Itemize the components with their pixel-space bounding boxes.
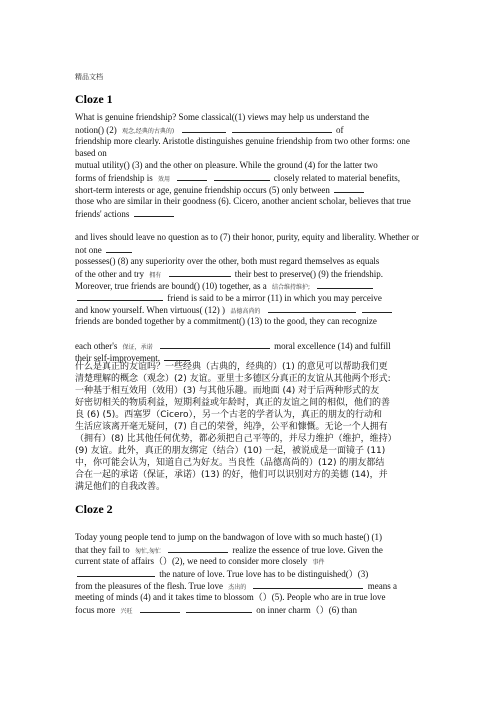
cloze2-line: meeting of minds (4) and it takes time to blossom（）(5). People who are in true love	[75, 592, 386, 602]
cloze1-gloss: 拥有	[149, 272, 162, 279]
cloze1-gloss: 品德高尚的	[230, 308, 261, 315]
answer-blank[interactable]	[77, 291, 163, 301]
cloze1-text: of	[336, 125, 344, 135]
translation-line: (9) 友谊。此外，真正的朋友绑定（结合）(10) 一起，被说成是一面镜子 (11)	[75, 446, 386, 456]
answer-blank[interactable]	[334, 183, 364, 193]
cloze2-gloss: 杰出的	[228, 584, 247, 591]
answer-blank[interactable]	[268, 303, 356, 313]
answer-blank[interactable]	[160, 339, 270, 349]
cloze1-gloss: 结合维持维护;	[271, 284, 310, 291]
cloze1-text: Moreover, true friends are bound() (10) together, as a	[75, 281, 267, 291]
cloze1-text: their self-improvement.	[75, 353, 160, 363]
answer-blank[interactable]	[177, 171, 207, 181]
cloze1-text: and know yourself. When virtuous( (12) )	[75, 305, 226, 315]
translation-line: 一种基于相互效用（效用）(3) 与其他乐趣。而地面 (4) 对于后两种形式的友	[75, 386, 380, 396]
cloze1-text: forms of friendship is	[75, 173, 153, 183]
cloze1-text: closely related to material benefits,	[273, 173, 400, 183]
cloze1-line: What is genuine friendship? Some classical((1) views may help us understand the	[75, 112, 370, 122]
translation-line: 生活应该离开毫无疑问，(7) 自己的荣誉，纯净，公平和慷慨。无论一个人拥有	[75, 422, 388, 432]
cloze2-gloss: 匆忙,匆忙	[134, 548, 161, 555]
translation-line: （拥有）(8) 比其他任何优势，都必须把自己平等的，并尽力维护（维护，维持）	[75, 434, 397, 444]
cloze1-gloss: 观念,经典的古典的)	[122, 128, 175, 135]
cloze2-text: current state of affairs（）(2), we need to consider more closely	[75, 556, 308, 566]
cloze1-gloss: 保证，承诺	[122, 344, 153, 351]
cloze1-text: each other's	[75, 341, 118, 351]
translation-line: 清楚理解的概念（观念）(2) 友谊。亚里士多德区分真正的友谊从其他两个形式:	[75, 374, 391, 384]
cloze2-title: Cloze 2	[75, 502, 113, 516]
cloze2-text: that they fail to	[75, 545, 130, 555]
answer-blank[interactable]	[232, 123, 332, 133]
translation-line: 中，你可能会认为，知道自己为好友。当良性（品德高尚的）(12) 的朋友都结	[75, 458, 385, 468]
answer-blank[interactable]	[77, 567, 155, 577]
cloze2-text: on inner charm（）(6) than	[256, 605, 357, 615]
cloze1-line: friendship more clearly. Aristotle distinguishes genuine friendship from two other forms: one based on	[75, 136, 410, 158]
cloze1-line: friends are bonded together by a commitment() (13) to the good, they can recognize	[75, 316, 377, 326]
cloze1-text: their best to preserve() (9) the friendship.	[234, 269, 383, 279]
cloze1-line	[75, 195, 425, 220]
cloze1-text: those who are similar in their goodness (6). Cicero, another ancient scholar, believes that true friends' actions	[75, 196, 411, 219]
answer-blank[interactable]	[253, 579, 363, 589]
cloze2-gloss: 事件	[312, 559, 325, 566]
answer-blank[interactable]	[169, 267, 231, 277]
cloze1-line: possesses() (8) any superiority over the other, both must regard themselves as equals	[75, 256, 380, 266]
answer-blank[interactable]	[214, 171, 270, 181]
cloze1-gloss: 效用	[158, 176, 171, 183]
cloze1-text: moral excellence (14) and fulfill	[274, 341, 391, 351]
cloze1-line	[75, 231, 425, 256]
answer-blank[interactable]	[134, 207, 174, 217]
answer-blank[interactable]	[164, 351, 190, 361]
cloze1-text: short-term interests or age, genuine friendship occurs (5) only between	[75, 185, 330, 195]
page-header-label: 精品文档	[75, 73, 103, 81]
translation-line: 满足他们的自我改善。	[75, 482, 166, 492]
cloze2-text: the nature of love. True love has to be distinguished(）(3)	[159, 569, 369, 579]
answer-blank[interactable]	[182, 123, 226, 133]
cloze1-text: of the other and try	[75, 269, 144, 279]
translation-line: 良 (6) (5)。西塞罗（Cicero），另一个古老的学者认为，真正的朋友的行动和	[75, 410, 382, 420]
translation-line: 好密切相关的物质利益，短期利益或年龄时，真正的友谊之间的相似，他们的善	[75, 398, 391, 408]
answer-blank[interactable]	[106, 243, 132, 253]
answer-blank[interactable]	[140, 603, 180, 613]
translation-line: 合在一起的承诺（保证，承诺）(13) 的好，他们可以识别对方的美德 (14)，并	[75, 470, 388, 480]
cloze1-text: friend is said to be a mirror (11) in which you may perceive	[167, 293, 382, 303]
answer-blank[interactable]	[186, 603, 252, 613]
answer-blank[interactable]	[168, 543, 228, 553]
cloze1-title: Cloze 1	[75, 92, 113, 106]
cloze1-line: mutual utility() (3) and the other on pleasure. While the ground (4) for the latter two	[75, 160, 378, 170]
translation-line: 什么是真正的友谊吗？一些经典（古典的，经典的）(1) 的意见可以帮助我们更	[75, 362, 388, 372]
cloze1-text: notion() (2)	[75, 125, 117, 135]
cloze2-text: focus more	[75, 605, 116, 615]
cloze2-line: Today young people tend to jump on the bandwagon of love with so much haste() (1)	[75, 532, 383, 542]
answer-blank[interactable]	[317, 279, 373, 289]
cloze1-text: and lives should leave no question as to (7) their honor, purity, equity and liberality. Whether or not one	[75, 232, 419, 255]
cloze2-gloss: 兴旺	[120, 608, 133, 615]
cloze2-text: realize the essence of true love. Given the	[232, 545, 383, 555]
cloze2-text: means a	[367, 581, 397, 591]
cloze2-text: from the pleasures of the flesh. True love	[75, 581, 223, 591]
cloze2-line	[75, 603, 425, 618]
answer-blank[interactable]	[362, 303, 392, 313]
